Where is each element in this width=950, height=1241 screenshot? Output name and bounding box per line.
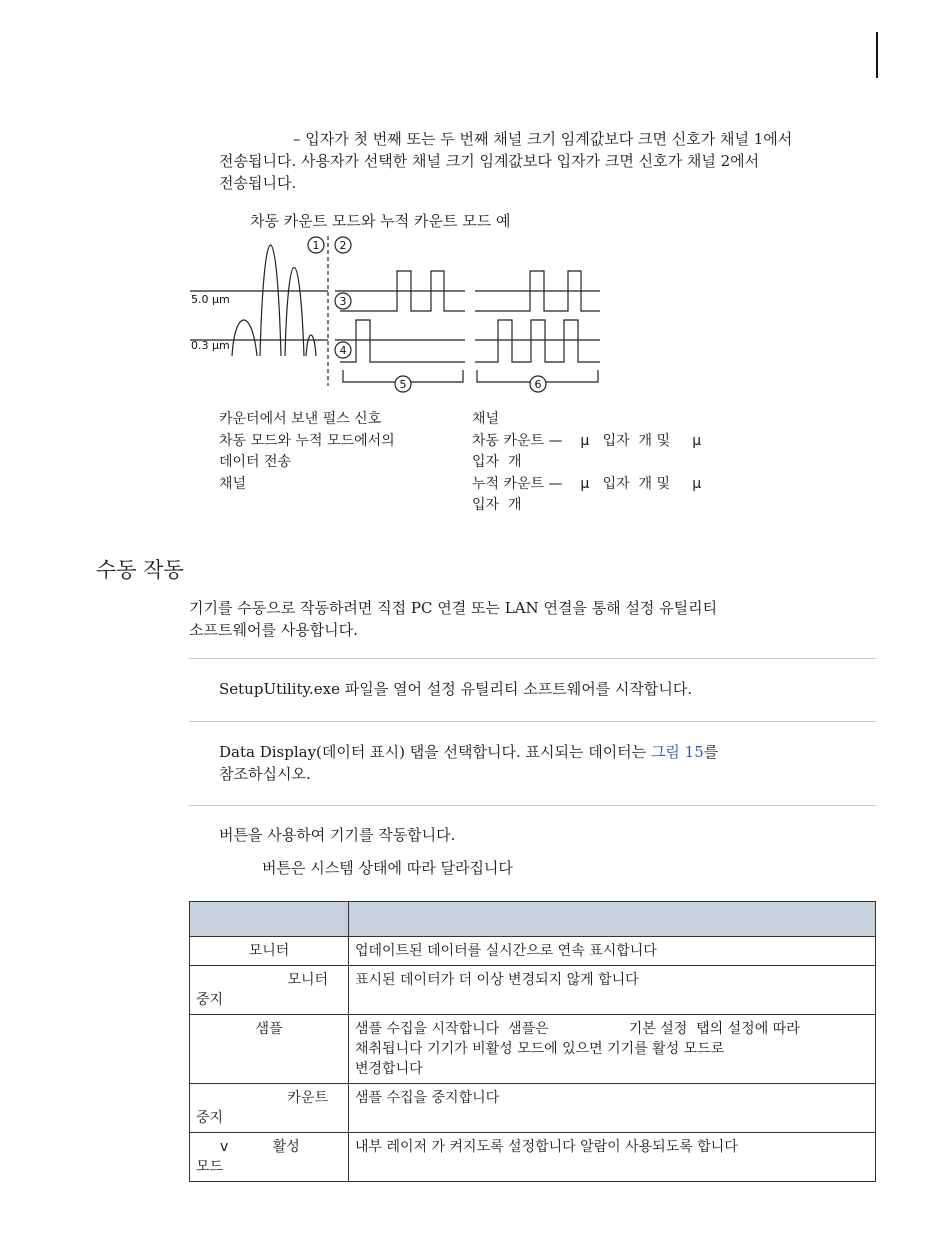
legend-left-3: 데이터 전송 bbox=[219, 454, 292, 470]
pulse-diagram bbox=[180, 228, 620, 398]
intro-line-1: – 입자가 첫 번째 또는 두 번째 채널 크기 임계값보다 크면 신호가 채널 1에서 bbox=[293, 130, 793, 148]
table-row bbox=[190, 1133, 876, 1182]
button-name-cont: 중지 bbox=[196, 1110, 224, 1126]
callout-4: 4 bbox=[339, 344, 347, 357]
callout-1: 1 bbox=[312, 239, 320, 252]
step-3: 버튼을 사용하여 기기를 작동합니다. bbox=[219, 826, 456, 844]
pulse-tall-1 bbox=[260, 245, 281, 356]
legend-right-1: 채널 bbox=[472, 411, 500, 427]
button-cell bbox=[190, 966, 349, 1015]
legend-right-4: 누적 카운트 — µ 입자 개 및 µ bbox=[472, 476, 702, 492]
label-high: 5.0 µm bbox=[191, 293, 230, 306]
legend-right-5: 입자 개 bbox=[472, 497, 522, 513]
legend-right-2: 차동 카운트 — µ 입자 개 및 µ bbox=[472, 433, 702, 449]
table-row bbox=[190, 1015, 876, 1084]
divider-1 bbox=[189, 658, 876, 659]
button-name: 샘플 bbox=[255, 1021, 283, 1037]
step-2-cont: 참조하십시오. bbox=[219, 765, 311, 783]
callout-3: 3 bbox=[339, 295, 347, 308]
buttons-table bbox=[189, 901, 876, 1182]
intro-line-3: 전송됩니다. bbox=[219, 174, 297, 192]
desc-cell bbox=[349, 937, 876, 966]
legend-right-3: 입자 개 bbox=[472, 454, 522, 470]
button-cell bbox=[190, 1015, 349, 1084]
ch2-signal-b bbox=[475, 320, 600, 362]
desc-line: 샘플 수집을 중지합니다 bbox=[355, 1090, 500, 1106]
legend-left-1: 카운터에서 보낸 펄스 신호 bbox=[219, 411, 382, 427]
desc-cell bbox=[349, 1015, 876, 1084]
divider-2 bbox=[189, 721, 876, 722]
divider-3 bbox=[189, 805, 876, 806]
desc-cell bbox=[349, 1084, 876, 1133]
desc-line: 표시된 데이터가 더 이상 변경되지 않게 합니다 bbox=[355, 972, 639, 988]
desc-line: 변경합니다 bbox=[355, 1061, 423, 1077]
desc-line: 내부 레이저 가 켜지도록 설정합니다 알람이 사용되도록 합니다 bbox=[355, 1139, 738, 1155]
header-desc-col bbox=[349, 902, 876, 937]
table-row bbox=[190, 966, 876, 1015]
table-row bbox=[190, 937, 876, 966]
button-name: v 활성 bbox=[220, 1139, 300, 1155]
legend-left-4: 채널 bbox=[219, 476, 247, 492]
desc-line: 채취됩니다 기기가 비활성 모드에 있으면 기기를 활성 모드로 bbox=[355, 1041, 725, 1057]
figure-15-link[interactable]: 그림 15 bbox=[650, 743, 704, 761]
table-caption: 버튼은 시스템 상태에 따라 달라집니다 bbox=[262, 859, 513, 877]
ch2-signal-a bbox=[340, 320, 465, 362]
desc-cell bbox=[349, 966, 876, 1015]
step-2 bbox=[219, 741, 718, 763]
button-name: 카운트 bbox=[287, 1090, 328, 1106]
intro-line-2: 전송됩니다. 사용자가 선택한 채널 크기 임계값보다 입자가 크면 신호가 채널 2에서 bbox=[219, 152, 760, 170]
button-name: 모니터 bbox=[287, 972, 328, 988]
button-cell bbox=[190, 937, 349, 966]
button-name: 모니터 bbox=[248, 943, 290, 959]
table-row bbox=[190, 1084, 876, 1133]
callout-6: 6 bbox=[534, 378, 542, 391]
page-edge-marker bbox=[876, 32, 878, 78]
desc-line: 업데이트된 데이터를 실시간으로 연속 표시합니다 bbox=[355, 943, 657, 959]
button-cell bbox=[190, 1084, 349, 1133]
label-low: 0.3 µm bbox=[191, 339, 230, 352]
button-cell bbox=[190, 1133, 349, 1182]
section-heading: 수동 작동 bbox=[96, 558, 184, 582]
button-name-cont: 중지 bbox=[196, 992, 224, 1008]
legend-left-2: 차동 모드와 누적 모드에서의 bbox=[219, 433, 395, 449]
step-1: SetupUtility.exe 파일을 열어 설정 유틸리티 소프트웨어를 시작합니다. bbox=[219, 680, 693, 698]
pulse-small bbox=[232, 320, 257, 356]
header-button-col bbox=[190, 902, 349, 937]
table-header-row bbox=[190, 902, 876, 937]
figure-title: 차동 카운트 모드와 누적 카운트 모드 예 bbox=[250, 212, 511, 230]
section-para-1: 기기를 수동으로 작동하려면 직접 PC 연결 또는 LAN 연결을 통해 설정 유틸리티 bbox=[189, 599, 718, 617]
callout-2: 2 bbox=[339, 239, 347, 252]
callout-5: 5 bbox=[399, 378, 407, 391]
section-para-2: 소프트웨어를 사용합니다. bbox=[189, 621, 358, 639]
pulse-tall-2 bbox=[285, 268, 304, 357]
desc-cell bbox=[349, 1133, 876, 1182]
button-name-cont: 모드 bbox=[196, 1159, 224, 1175]
step-2-text-b: 를 bbox=[703, 743, 719, 761]
pulse-tail bbox=[306, 335, 316, 356]
desc-line: 샘플 수집을 시작합니다 샘플은 기본 설정 탭의 설정에 따라 bbox=[355, 1021, 800, 1037]
step-2-text-a: Data Display(데이터 표시) 탭을 선택합니다. 표시되는 데이터는 bbox=[219, 743, 651, 761]
